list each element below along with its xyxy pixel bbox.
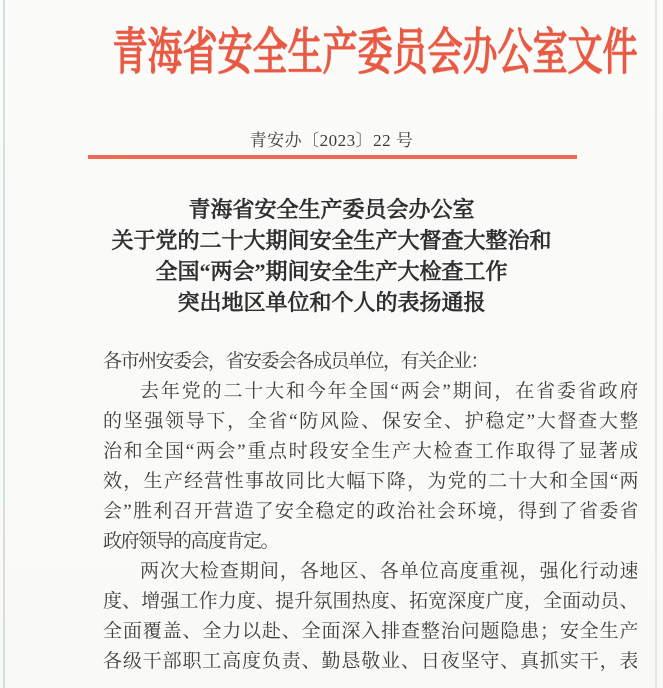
body-text-line: 的坚强领导下，全省“防风险、保安全、护稳定”大督查大整 (103, 411, 637, 432)
page-right-edge-shadow (655, 0, 657, 688)
document-title-line: 全国“两会”期间安全生产大检查工作 (155, 259, 508, 284)
body-text-line: 各级干部职工高度负责、勤恳敬业、日夜坚守、真抓实干，表 (103, 651, 637, 672)
document-number: 青安办〔2023〕22 号 (249, 131, 414, 150)
document-title-line: 突出地区单位和个人的表扬通报 (177, 290, 486, 315)
document-title (0, 194, 663, 318)
document-title-line: 关于党的二十大期间安全生产大督查大整治和 (111, 228, 552, 253)
body-text-line: 政府领导的高度肯定。 (103, 531, 279, 552)
body-text-line: 两次大检查期间，各地区、各单位高度重视，强化行动速 (140, 561, 637, 582)
body-text-line: 度、增强工作力度、提升氛围热度、拓宽深度广度，全面动员、 (103, 591, 637, 612)
body-text-line: 治和全国“两会”重点时段安全生产大检查工作取得了显著成 (103, 441, 637, 462)
body-text-line: 去年党的二十大和今年全国“两会”期间，在省委省政府 (140, 381, 637, 402)
body-text-line: 效，生产经营性事故同比大幅下降，为党的二十大和全国“两 (103, 471, 637, 492)
page-left-edge-shadow (3, 0, 5, 688)
document-body (103, 347, 637, 677)
red-header-divider (88, 155, 577, 159)
issuing-org-title: 青海省安全生产委员会办公室文件 (112, 24, 638, 80)
body-text-line: 各市州安委会，省安委会各成员单位，有关企业： (103, 351, 489, 372)
body-text-line: 会”胜利召开营造了安全稳定的政治社会环境，得到了省委省 (103, 501, 637, 522)
document-title-line: 青海省安全生产委员会办公室 (188, 197, 475, 222)
body-text-line: 全面覆盖、全力以赴、全面深入排查整治问题隐患；安全生产 (103, 621, 637, 642)
document-header (0, 24, 663, 93)
